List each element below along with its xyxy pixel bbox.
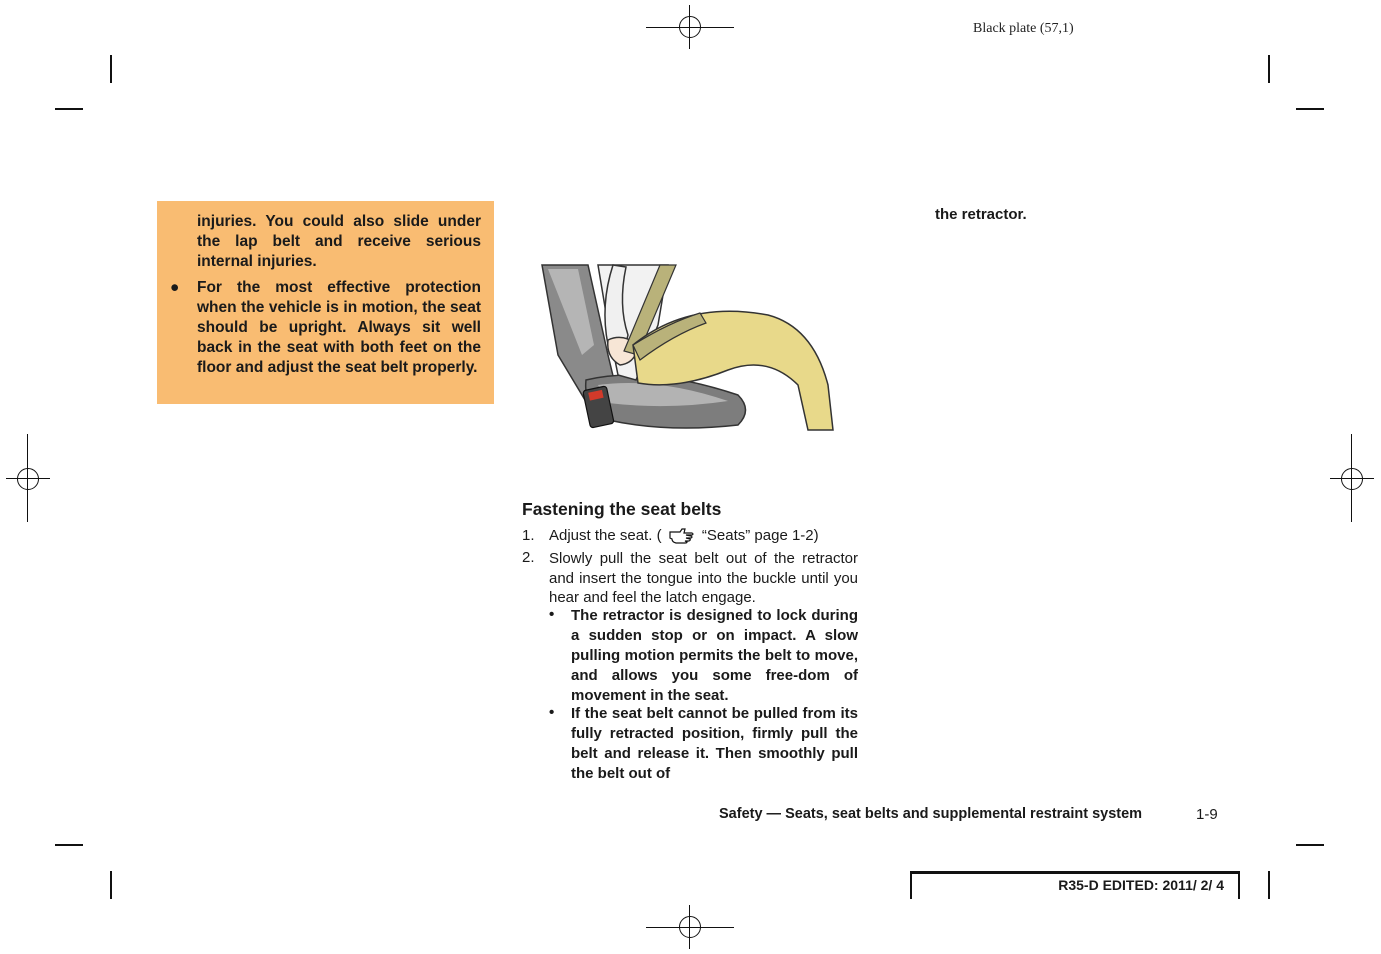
step-1-text-before: Adjust the seat. ( <box>549 527 662 544</box>
bullet-text-retractor: The retractor is designed to lock during a sudden stop or on impact. A slow pulling motion permits the belt to move, and allows you some free-dom of movement in the seat. <box>571 607 858 704</box>
bullet-mark: • <box>549 704 555 721</box>
seat-belt-illustration <box>528 205 858 450</box>
plate-label: Black plate (57,1) <box>973 21 1074 36</box>
step-1 <box>549 526 858 546</box>
column-3-text: the retractor. <box>935 206 1027 223</box>
bullet-text-pull-belt: If the seat belt cannot be pulled from its fully retracted position, firmly pull the belt and release it. Then smoothly pull the belt out of <box>571 705 858 782</box>
bullet-mark: • <box>549 606 555 623</box>
step-number: 1. <box>522 527 535 544</box>
step-2-text: Slowly pull the seat belt out of the retractor and insert the tongue into the buckle until you hear and feel the latch engage. <box>549 550 858 606</box>
page-number: 1-9 <box>1196 806 1218 823</box>
warning-box <box>157 201 494 404</box>
section-heading: Fastening the seat belts <box>522 499 722 519</box>
reference-hand-icon[interactable] <box>668 526 696 544</box>
edit-stamp-text: R35-D EDITED: 2011/ 2/ 4 <box>1058 877 1224 893</box>
step-1-text-after: “Seats” page 1-2) <box>701 527 819 544</box>
footer-section-title: Safety — Seats, seat belts and supplemental restraint system <box>719 806 1143 822</box>
step-number: 2. <box>522 549 535 566</box>
edit-stamp <box>910 871 1240 899</box>
warning-bullet-text: For the most effective protection when the vehicle is in motion, the seat should be upright. Always sit well back in the seat with both feet on the floor and adjust the seat belt properly. <box>197 279 481 376</box>
warning-continued-text: injuries. You could also slide under the lap belt and receive serious internal injuries. <box>197 213 481 270</box>
warning-bullet: ● <box>170 279 180 296</box>
